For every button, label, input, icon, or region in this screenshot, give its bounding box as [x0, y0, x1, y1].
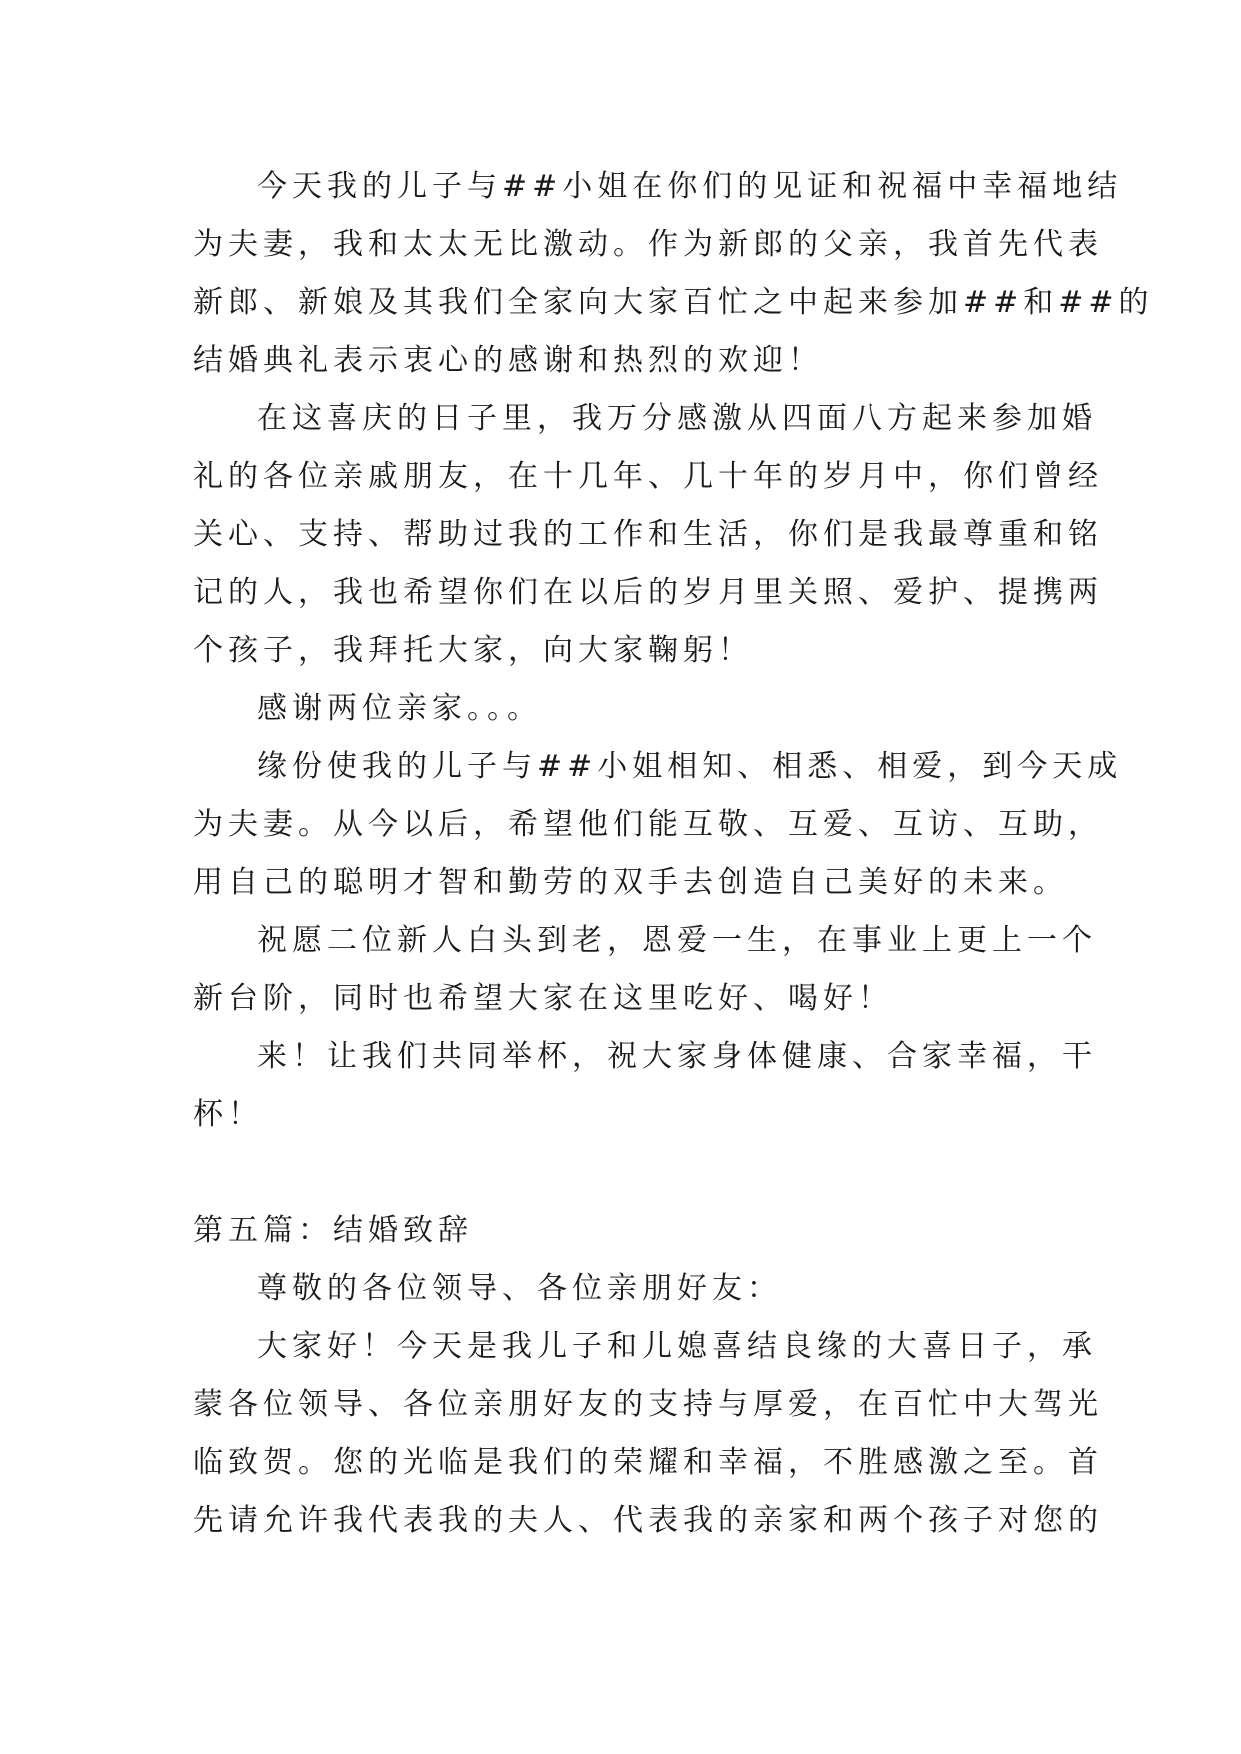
paragraph-line: 新郎、新娘及其我们全家向大家百忙之中起来参加##和##的	[193, 285, 1154, 320]
paragraph-line: 个孩子，我拜托大家，向大家鞠躬！	[193, 633, 753, 668]
document-body	[193, 158, 1154, 1550]
section-heading: 第五篇：结婚致辞	[193, 1213, 473, 1248]
paragraph-line: 蒙各位领导、各位亲朋好友的支持与厚爱，在百忙中大驾光	[193, 1387, 1103, 1422]
paragraph-line: 在这喜庆的日子里，我万分感激从四面八方起来参加婚	[257, 401, 1097, 436]
paragraph-line: 用自己的聪明才智和勤劳的双手去创造自己美好的未来。	[193, 865, 1068, 900]
paragraph-line: 记的人，我也希望你们在以后的岁月里关照、爱护、提携两	[193, 575, 1103, 610]
paragraph-line: 关心、支持、帮助过我的工作和生活，你们是我最尊重和铭	[193, 517, 1103, 552]
paragraph-line: 祝愿二位新人白头到老，恩爱一生，在事业上更上一个	[257, 923, 1097, 958]
paragraph-line: 缘份使我的儿子与##小姐相知、相悉、相爱，到今天成	[257, 749, 1123, 784]
salutation-line: 尊敬的各位领导、各位亲朋好友：	[257, 1271, 782, 1306]
paragraph-line: 为夫妻，我和太太无比激动。作为新郎的父亲，我首先代表	[193, 227, 1103, 262]
paragraph-line: 先请允许我代表我的夫人、代表我的亲家和两个孩子对您的	[193, 1503, 1103, 1538]
paragraph-line: 杯！	[193, 1097, 263, 1132]
paragraph-line: 临致贺。您的光临是我们的荣耀和幸福，不胜感激之至。首	[193, 1445, 1103, 1480]
paragraph-line: 新台阶，同时也希望大家在这里吃好、喝好！	[193, 981, 893, 1016]
paragraph-line: 为夫妻。从今以后，希望他们能互敬、互爱、互访、互助，	[193, 807, 1103, 842]
paragraph-line: 感谢两位亲家。。。	[257, 691, 542, 726]
section-gap	[193, 1144, 1053, 1202]
paragraph-line: 来！让我们共同举杯，祝大家身体健康、合家幸福，干	[257, 1039, 1097, 1074]
paragraph-line: 礼的各位亲戚朋友，在十几年、几十年的岁月中，你们曾经	[193, 459, 1103, 494]
paragraph-line: 今天我的儿子与##小姐在你们的见证和祝福中幸福地结	[257, 169, 1123, 204]
paragraph-line: 大家好！今天是我儿子和儿媳喜结良缘的大喜日子，承	[257, 1329, 1097, 1364]
paragraph-line: 结婚典礼表示衷心的感谢和热烈的欢迎！	[193, 343, 823, 378]
